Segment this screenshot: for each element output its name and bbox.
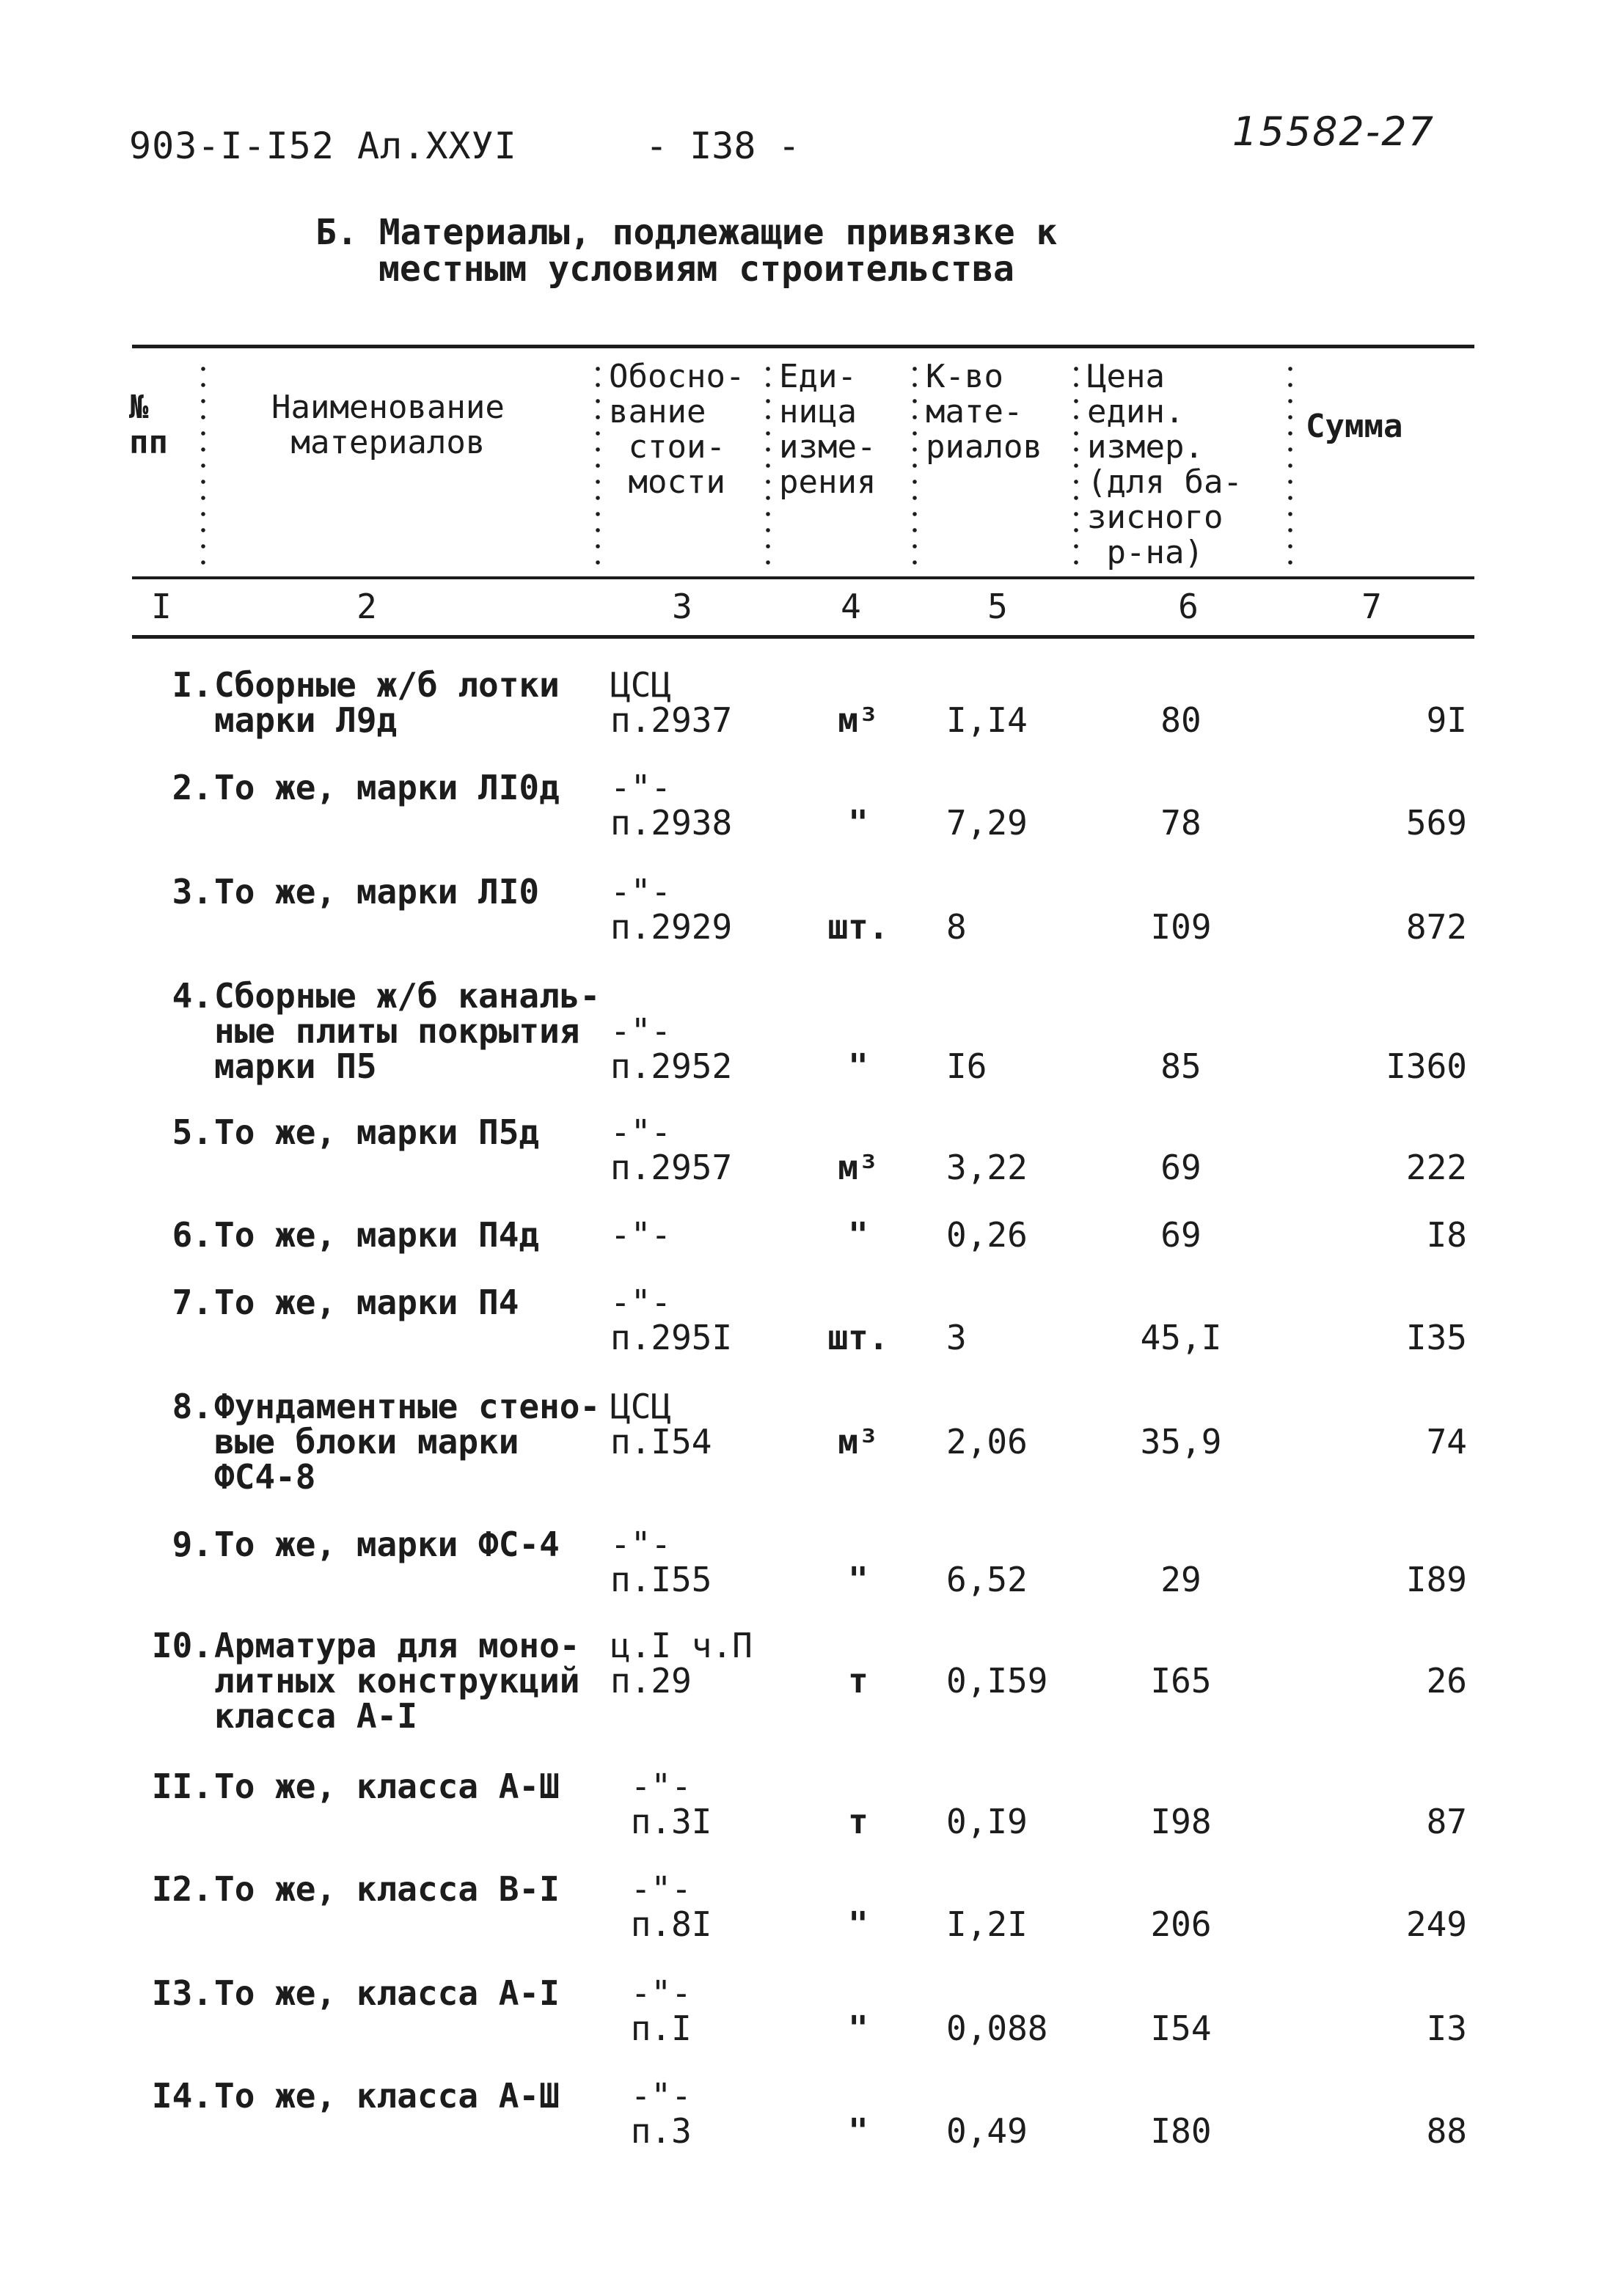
row-number: II. xyxy=(151,1767,213,1806)
material-name: Сборные ж/б лотки марки Л9д xyxy=(214,665,560,740)
header-basis: Обосно- вание стои- мости xyxy=(609,358,745,501)
row-number: 6. xyxy=(172,1215,213,1255)
unit-price: I54 xyxy=(1150,2009,1212,2048)
unit-price: 69 xyxy=(1160,1148,1202,1187)
material-quantity: I,I4 xyxy=(946,700,1028,740)
unit-price: 78 xyxy=(1160,803,1202,843)
row-number: 7. xyxy=(172,1283,213,1322)
cost-basis: -"- п.3 xyxy=(630,2076,692,2151)
material-quantity: I6 xyxy=(946,1046,987,1086)
row-sum: I89 xyxy=(1405,1560,1467,1599)
row-sum: 9I xyxy=(1426,700,1467,740)
material-quantity: 0,I9 xyxy=(946,1802,1028,1841)
column-number: 6 xyxy=(1178,587,1199,626)
row-number: I4. xyxy=(151,2076,213,2116)
row-number: 5. xyxy=(172,1112,213,1152)
material-quantity: 3 xyxy=(946,1318,967,1357)
row-number: I. xyxy=(172,665,213,705)
cost-basis: -"- xyxy=(610,1215,672,1255)
column-divider xyxy=(1074,361,1078,568)
page-number: - I38 - xyxy=(645,125,800,167)
unit-of-measure: шт. xyxy=(827,907,889,947)
unit-of-measure: м³ xyxy=(838,1148,879,1187)
material-name: То же, класса В-I xyxy=(214,1869,560,1909)
header-qty: К-во мате- риалов xyxy=(926,358,1042,466)
material-quantity: 0,088 xyxy=(946,2009,1048,2048)
material-quantity: I,2I xyxy=(946,1904,1028,1944)
column-divider xyxy=(912,361,917,568)
row-number: 2. xyxy=(172,768,213,807)
row-sum: I8 xyxy=(1426,1215,1467,1255)
unit-of-measure: " xyxy=(848,803,868,843)
material-name: Фундаментные стено- вые блоки марки ФС4-8 xyxy=(214,1387,601,1497)
unit-of-measure: м³ xyxy=(838,700,879,740)
material-name: То же, марки ФС-4 xyxy=(214,1525,560,1564)
column-divider xyxy=(1288,361,1292,568)
unit-of-measure: " xyxy=(848,1560,868,1599)
material-quantity: 0,49 xyxy=(946,2111,1028,2151)
unit-of-measure: м³ xyxy=(838,1422,879,1461)
column-number: I xyxy=(151,587,172,626)
unit-price: I98 xyxy=(1150,1802,1212,1841)
material-name: То же, класса А-Ш xyxy=(214,2076,560,2116)
material-name: То же, класса А-I xyxy=(214,1973,560,2013)
column-number: 4 xyxy=(841,587,861,626)
unit-price: 29 xyxy=(1160,1560,1202,1599)
material-quantity: 6,52 xyxy=(946,1560,1028,1599)
cost-basis: -"- п.8I xyxy=(630,1869,712,1944)
material-name: То же, марки П5д xyxy=(214,1112,540,1152)
row-sum: 222 xyxy=(1405,1148,1467,1187)
unit-of-measure: " xyxy=(848,1904,868,1944)
material-quantity: 0,I59 xyxy=(946,1661,1048,1701)
unit-of-measure: т xyxy=(848,1661,868,1701)
unit-price: 35,9 xyxy=(1140,1422,1222,1461)
unit-of-measure: " xyxy=(848,2009,868,2048)
row-number: 3. xyxy=(172,872,213,912)
unit-of-measure: " xyxy=(848,1046,868,1086)
unit-price: I80 xyxy=(1150,2111,1212,2151)
material-quantity: 3,22 xyxy=(946,1148,1028,1187)
unit-of-measure: т xyxy=(848,1802,868,1841)
section-title-line1: Б. Материалы, подлежащие привязке к xyxy=(315,212,1058,253)
header-name: Наименование материалов xyxy=(271,389,505,461)
cost-basis: -"- п.2952 xyxy=(610,1011,733,1086)
material-quantity: 7,29 xyxy=(946,803,1028,843)
material-name: То же, марки ЛI0 xyxy=(214,872,540,912)
material-quantity: 0,26 xyxy=(946,1215,1028,1255)
material-name: То же, марки П4 xyxy=(214,1283,519,1322)
table-top-rule xyxy=(132,345,1474,348)
cost-basis: -"- п.2938 xyxy=(610,768,733,843)
row-sum: I35 xyxy=(1405,1318,1467,1357)
row-number: 8. xyxy=(172,1387,213,1426)
cost-basis: ЦСЦ п.I54 xyxy=(610,1387,712,1461)
cost-basis: ц.I ч.П п.29 xyxy=(610,1626,753,1701)
unit-of-measure: " xyxy=(848,2111,868,2151)
header-no: № пп xyxy=(129,389,168,461)
material-name: То же, класса А-Ш xyxy=(214,1767,560,1806)
unit-price: 80 xyxy=(1160,700,1202,740)
row-sum: 87 xyxy=(1426,1802,1467,1841)
material-quantity: 8 xyxy=(946,907,967,947)
material-name: То же, марки П4д xyxy=(214,1215,540,1255)
unit-price: I09 xyxy=(1150,907,1212,947)
cost-basis: -"- п.I55 xyxy=(610,1525,712,1599)
material-name: То же, марки ЛI0д xyxy=(214,768,560,807)
column-divider xyxy=(201,361,205,568)
header-sum: Сумма xyxy=(1306,408,1403,445)
cost-basis: -"- п.2957 xyxy=(610,1112,733,1187)
cost-basis: -"- п.3I xyxy=(630,1767,712,1841)
row-sum: I3 xyxy=(1426,2009,1467,2048)
unit-price: 69 xyxy=(1160,1215,1202,1255)
row-number: 9. xyxy=(172,1525,213,1564)
section-title xyxy=(315,212,1058,290)
row-number: I0. xyxy=(151,1626,213,1665)
row-sum: I360 xyxy=(1386,1046,1467,1086)
material-name: Арматура для моно- литных конструкций класса А-I xyxy=(214,1626,580,1736)
cost-basis: -"- п.2929 xyxy=(610,872,733,947)
row-sum: 74 xyxy=(1426,1422,1467,1461)
column-number-rule xyxy=(132,635,1474,639)
row-sum: 26 xyxy=(1426,1661,1467,1701)
unit-of-measure: шт. xyxy=(827,1318,889,1357)
column-number: 7 xyxy=(1361,587,1382,626)
section-title-line2: местным условиям строительства xyxy=(378,249,1014,290)
cost-basis: -"- п.I xyxy=(630,1973,692,2048)
unit-price: I65 xyxy=(1150,1661,1212,1701)
header-bottom-rule xyxy=(132,576,1474,579)
unit-price: 85 xyxy=(1160,1046,1202,1086)
material-name: Сборные ж/б каналь- ные плиты покрытия марки П5 xyxy=(214,976,601,1086)
row-number: I3. xyxy=(151,1973,213,2013)
cost-basis: -"- п.295I xyxy=(610,1283,733,1357)
material-quantity: 2,06 xyxy=(946,1422,1028,1461)
row-sum: 872 xyxy=(1405,907,1467,947)
header-price: Цена един. измер. (для ба- зисного р-на) xyxy=(1087,358,1243,571)
row-number: 4. xyxy=(172,976,213,1016)
unit-price: 45,I xyxy=(1140,1318,1222,1357)
column-divider xyxy=(596,361,600,568)
document-code: 903-I-I52 Ал.ХХУI xyxy=(129,125,517,167)
row-sum: 88 xyxy=(1426,2111,1467,2151)
row-number: I2. xyxy=(151,1869,213,1909)
row-sum: 249 xyxy=(1405,1904,1467,1944)
header-unit: Еди- ница изме- рения xyxy=(779,358,877,501)
column-number: 3 xyxy=(672,587,692,626)
unit-price: 206 xyxy=(1150,1904,1212,1944)
row-sum: 569 xyxy=(1405,803,1467,843)
column-divider xyxy=(766,361,770,568)
cost-basis: ЦСЦ п.2937 xyxy=(610,665,733,740)
column-number: 2 xyxy=(356,587,377,626)
column-number: 5 xyxy=(987,587,1008,626)
unit-of-measure: " xyxy=(848,1215,868,1255)
sheet-number: 15582-27 xyxy=(1232,109,1435,155)
